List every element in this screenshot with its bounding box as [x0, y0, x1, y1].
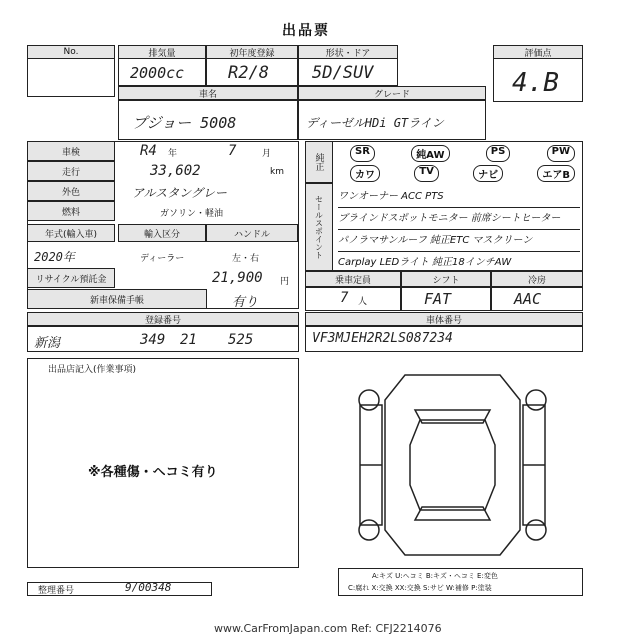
sales-point-line: ワンオーナー ACC PTS — [338, 186, 580, 208]
capacity-value: 7 — [340, 290, 349, 306]
watermark-text: www.CarFromJapan.com Ref: CFJ2214076 — [214, 622, 442, 635]
legend-row-1: A:キズ U:ヘコミ B:キズ・ヘコミ E:変色 — [372, 572, 498, 580]
shape-door-value: 5D/SUV — [312, 63, 374, 83]
vin-value: VF3MJEH2R2LS087234 — [312, 331, 453, 346]
equipment-item: エアB — [537, 165, 575, 182]
vin-header: 車体番号 — [305, 312, 583, 326]
car-name-value: プジョー 5008 — [132, 114, 237, 132]
import-class-header: 輸入区分 — [118, 224, 206, 242]
sales-point-line: ブラインドスポットモニター 前席シートヒーター — [338, 208, 580, 230]
capacity-cell — [305, 287, 401, 311]
inspector-no-header: 整理番号 — [38, 586, 75, 596]
equipment-item: TV — [414, 165, 439, 182]
no-header: No. — [27, 45, 115, 59]
first-reg-value: R2/8 — [228, 63, 269, 83]
diagram-wheel-fr — [526, 390, 546, 410]
exterior-value: アルスタングレー — [132, 186, 227, 200]
shift-header: シフト — [401, 271, 491, 287]
displacement-header: 排気量 — [118, 45, 206, 59]
legend-row-2: C:腐れ X:交換 XX:交換 S:サビ W:補修 P:塗装 — [348, 584, 492, 592]
car-name-header: 車名 — [118, 86, 298, 100]
shaken-year: R4 — [140, 143, 157, 159]
shaken-header: 車検 — [27, 141, 115, 161]
handle-value: 左・右 — [232, 254, 260, 264]
shaken-year-unit: 年 — [168, 149, 178, 159]
equipment-item: SR — [350, 145, 375, 162]
shaken-month-unit: 月 — [262, 149, 272, 159]
diagram-wheel-fl — [359, 390, 379, 410]
mileage-unit: km — [270, 167, 284, 177]
equipment-item: 純AW — [411, 145, 449, 162]
diagram-wheel-rr — [526, 520, 546, 540]
exterior-header: 外色 — [27, 181, 115, 201]
document-title: 出品票 — [282, 23, 330, 39]
equipment-row-2 — [350, 165, 575, 182]
reg-no-header: 登録番号 — [27, 312, 299, 326]
equipment-item: ナビ — [473, 165, 503, 182]
sales-point-line: Carplay LEDライト 純正18インチAW — [338, 252, 580, 274]
fuel-value: ガソリン・軽油 — [160, 209, 224, 219]
fuel-header: 燃料 — [27, 201, 115, 221]
displacement-value: 2000cc — [130, 64, 185, 82]
reg-no-area: 新潟 — [34, 336, 61, 351]
reg-no-kana: 21 — [180, 332, 197, 348]
score-value: 4.B — [512, 68, 559, 98]
grade-value: ディーゼルHDi GTライン — [306, 116, 444, 130]
mileage-header: 走行 — [27, 161, 115, 181]
diagram-body-outline — [385, 375, 520, 555]
shift-value: FAT — [424, 290, 452, 308]
ac-value: AAC — [514, 290, 542, 308]
notes-remark: ※各種傷・ヘコミ有り — [88, 465, 218, 480]
sales-point-line: パノラマサンルーフ 純正ETC マスクリーン — [338, 230, 580, 252]
manual-value: 有り — [232, 295, 259, 310]
score-header: 評価点 — [493, 45, 583, 59]
equipment-header: 純正 — [305, 141, 333, 183]
import-class-value: ディーラー — [140, 254, 185, 264]
first-reg-header: 初年度登録 — [206, 45, 298, 59]
recycle-header: リサイクル預託金 — [27, 268, 115, 288]
equipment-item: PW — [547, 145, 575, 162]
recycle-unit: 円 — [280, 277, 290, 287]
shaken-month: 7 — [228, 143, 237, 159]
sales-points-header: セールスポイント — [305, 183, 333, 271]
year-import-value: 2020年 — [34, 250, 75, 264]
diagram-windshield — [415, 410, 490, 423]
car-damage-diagram — [345, 365, 560, 565]
year-import-header: 年式(輸入車) — [27, 224, 115, 242]
ac-header: 冷房 — [491, 271, 583, 287]
reg-no-num: 525 — [228, 332, 254, 348]
diagram-roof — [410, 420, 495, 510]
sales-points-list — [338, 186, 580, 274]
inspector-no-value: 9/00348 — [125, 581, 172, 594]
capacity-unit: 人 — [358, 297, 368, 307]
equipment-row-1 — [350, 145, 575, 162]
reg-no-class: 349 — [140, 332, 166, 348]
handle-header: ハンドル — [206, 224, 298, 242]
manual-header: 新車保備手帳 — [27, 289, 207, 309]
diagram-rear-window — [415, 507, 490, 520]
capacity-header: 乗車定員 — [305, 271, 401, 287]
recycle-value: 21,900 — [212, 270, 263, 286]
equipment-item: PS — [486, 145, 511, 162]
shape-door-header: 形状・ドア — [298, 45, 398, 59]
diagram-wheel-rl — [359, 520, 379, 540]
grade-header: グレード — [298, 86, 486, 100]
notes-header: 出品店記入(作業事項) — [48, 365, 137, 375]
mileage-value: 33,602 — [150, 163, 201, 179]
equipment-item: カワ — [350, 165, 380, 182]
